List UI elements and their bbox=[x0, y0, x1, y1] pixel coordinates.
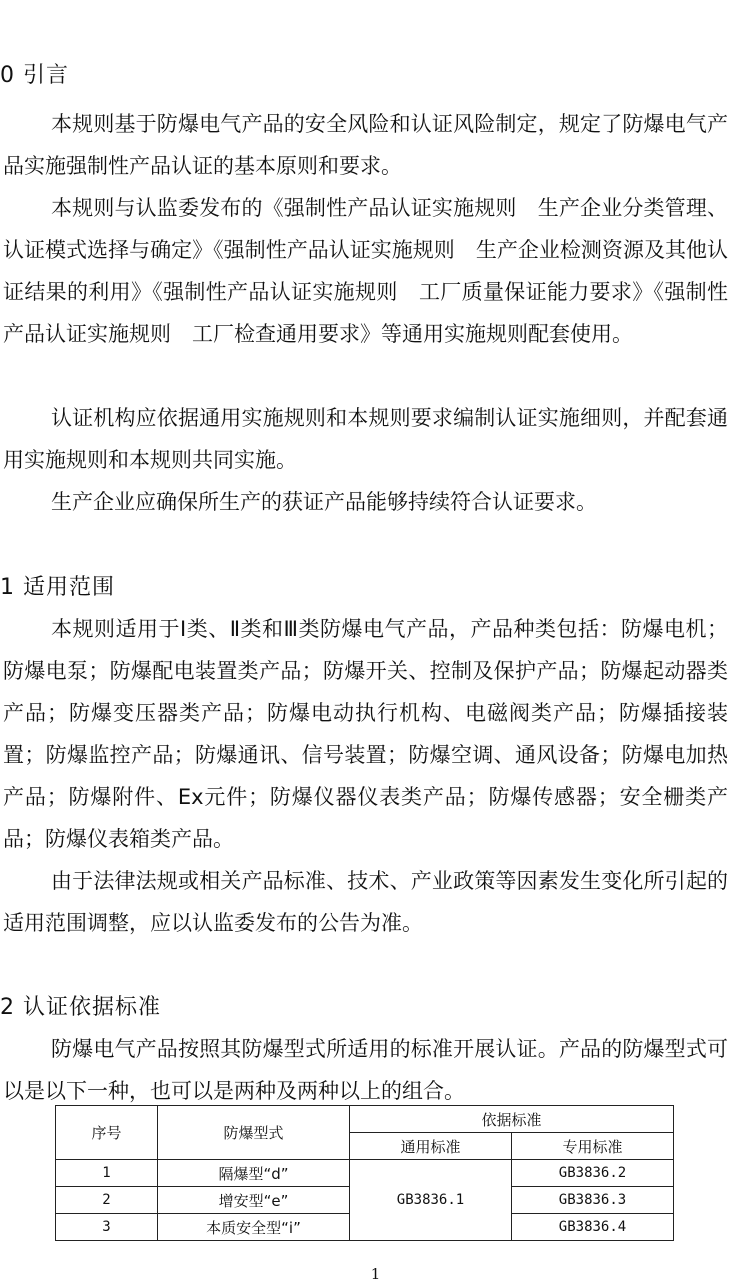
table-row bbox=[56, 1160, 674, 1187]
cell-seq: 2 bbox=[56, 1187, 158, 1214]
intro-paragraph-4: 生产企业应确保所生产的获证产品能够持续符合认证要求。 bbox=[51, 490, 597, 514]
cell-specific: GB3836.3 bbox=[512, 1187, 674, 1214]
cell-general-standard: GB3836.1 bbox=[350, 1160, 512, 1241]
header-basis: 依据标准 bbox=[350, 1106, 674, 1133]
header-seq: 序号 bbox=[56, 1106, 158, 1160]
cell-type: 增安型“e” bbox=[158, 1187, 350, 1214]
cell-specific: GB3836.2 bbox=[512, 1160, 674, 1187]
scope-paragraph-1: 本规则适用于Ⅰ类、Ⅱ类和Ⅲ类防爆电气产品，产品种类包括：防爆电机；防爆电泵；防爆配电装置类产品；防爆开关、控制及保护产品；防爆起动器类产品；防爆变压器类产品；防爆电动执行机构、电磁阀类产品；防爆插接装置；防爆监控产品；防爆通讯、信号装置；防爆空调、通风设备；防爆电加热产品；防爆附件、Ex元件；防爆仪器仪表类产品；防爆传感器；安全栅类产品；防爆仪表箱类产品。 bbox=[3, 617, 728, 851]
intro-paragraph-1: 本规则基于防爆电气产品的安全风险和认证风险制定，规定了防爆电气产品实施强制性产品认证的基本原则和要求。 bbox=[3, 112, 728, 178]
header-type: 防爆型式 bbox=[158, 1106, 350, 1160]
table-header-row bbox=[56, 1106, 674, 1133]
page-number: 1 bbox=[370, 1265, 381, 1283]
section-heading-standards: 2 认证依据标准 bbox=[0, 995, 161, 1020]
intro-paragraph-3: 认证机构应依据通用实施规则和本规则要求编制认证实施细则，并配套通用实施规则和本规则共同实施。 bbox=[3, 406, 728, 472]
scope-paragraph-2: 由于法律法规或相关产品标准、技术、产业政策等因素发生变化所引起的适用范围调整，应以认监委发布的公告为准。 bbox=[3, 869, 728, 935]
header-specific: 专用标准 bbox=[512, 1133, 674, 1160]
cell-seq: 1 bbox=[56, 1160, 158, 1187]
standards-paragraph-1: 防爆电气产品按照其防爆型式所适用的标准开展认证。产品的防爆型式可以是以下一种，也可以是两种及两种以上的组合。 bbox=[3, 1037, 728, 1103]
header-general: 通用标准 bbox=[350, 1133, 512, 1160]
cell-type: 隔爆型“d” bbox=[158, 1160, 350, 1187]
section-heading-scope: 1 适用范围 bbox=[0, 575, 115, 600]
cell-type: 本质安全型“i” bbox=[158, 1214, 350, 1241]
section-heading-intro: 0 引言 bbox=[0, 63, 69, 88]
cell-seq: 3 bbox=[56, 1214, 158, 1241]
cell-specific: GB3836.4 bbox=[512, 1214, 674, 1241]
intro-paragraph-2: 本规则与认监委发布的《强制性产品认证实施规则 生产企业分类管理、认证模式选择与确定》《强制性产品认证实施规则 生产企业检测资源及其他认证结果的利用》《强制性产品认证实施规则 工厂质量保证能力要求》《强制性产品认证实施规则 工厂检查通用要求》等通用实施规则配套使用。 bbox=[3, 196, 728, 346]
standards-table bbox=[55, 1105, 674, 1241]
